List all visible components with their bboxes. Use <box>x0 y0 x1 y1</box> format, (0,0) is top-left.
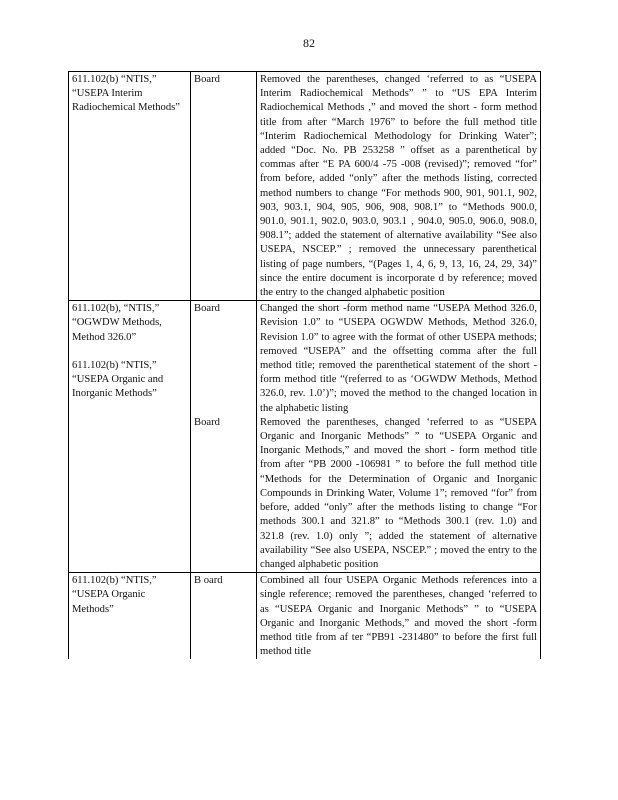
source-cell <box>191 301 257 573</box>
source-text: Board <box>194 417 220 429</box>
section-text: 611.102(b) “NTIS,” “USEPA Organic Methods” <box>72 575 157 615</box>
description-text: Removed the parentheses, changed ‘referred to as “USEPA Organic and Inorganic Methods” ” to “USEPA Organic and Inorganic Methods,” and moved the short - form method title from after “PB 2000 -106981 ” to before the full method title “Methods for the Determination of Organic and Inorganic Compounds in Drinking Water, Volume 1”; removed “for” from before, added “only” after the methods listing to change “For methods 300.1 and 321.8” to “Methods 300.1 (rev. 1.0) and 321.8 (rev. 1.0) only ”; added the statement of alternative availability “See also USEPA, NSCEP.” ; moved the entry to the changed alphabetic position <box>260 416 537 570</box>
description-text: Combined all four USEPA Organic Methods references into a single reference; removed the parentheses, changed ‘referred to as “USEPA Organic and Inorganic Methods” ” to “USEPA Organic and Inorganic Methods,” and moved the short -form method title from af ter “PB91 -231480” to before the first full method title <box>260 575 537 658</box>
description-text: Changed the short -form method name “USEPA Method 326.0, Revision 1.0” to “USEPA OGWDW Methods, Method 326.0, Revision 1.0” to agree with the format of other USEPA methods; removed “USEPA” and the offsetting comma after the full method title; removed the parenthetical statement of the short -form method title “(referred to as ‘OGWDW Methods, Method 326.0, rev. 1.0’)”; moved the method to the changed location in the alphabetic listing <box>260 303 537 414</box>
section-cell <box>69 72 191 301</box>
section-cell <box>69 573 191 660</box>
section-text: 611.102(b) “NTIS,” “USEPA Organic and Inorganic Methods” <box>72 359 164 400</box>
section-cell <box>69 301 191 573</box>
table-row <box>69 72 541 301</box>
description-text: Removed the parentheses, changed ‘referred to as “USEPA Interim Radiochemical Methods” ” to “US EPA Interim Radiochemical Methods ,” and moved the short - form method title from after “March 1976” to before the full method title “Interim Radiochemical Methodology for Drinking Water”; added “Doc. No. PB 253258 ” offset as a parenthetical by commas after “E PA 600/4 -75 -008 (revised)”; removed “for” from before, added “only” after the methods listing, corrected method numbers to change “For methods 900, 901, 901.1, 902, 903, 903.1, 904, 905, 906, 908, 908.1” to “Methods 900.0, 901.0, 901.1, 902.0, 903.0, 903.1 , 904.0, 905.0, 906.0, 908.0, 908.1”; added the statement of alternative availability “See also USEPA, NSCEP.” ; removed the unnecessary parenthetical listing of page numbers, “(Pages 1, 4, 6, 9, 13, 16, 24, 29, 34)” since the entire document is incorporate d by reference; moved the entry to the changed alphabetic position <box>260 74 537 299</box>
section-text: 611.102(b), “NTIS,” “OGWDW Methods, Method 326.0” <box>72 303 162 343</box>
description-cell <box>257 72 541 301</box>
source-cell <box>191 573 257 660</box>
description-cell <box>257 573 541 660</box>
amendments-table <box>68 71 541 659</box>
page-number: 82 <box>303 36 315 50</box>
source-cell <box>191 72 257 301</box>
source-text: Board <box>194 303 220 315</box>
table-row <box>69 301 541 573</box>
source-text: Board <box>194 74 220 85</box>
description-cell <box>257 301 541 573</box>
section-text: 611.102(b) “NTIS,” “USEPA Interim Radiochemical Methods” <box>72 74 180 114</box>
source-text: B oard <box>194 575 223 587</box>
table-row <box>69 573 541 660</box>
